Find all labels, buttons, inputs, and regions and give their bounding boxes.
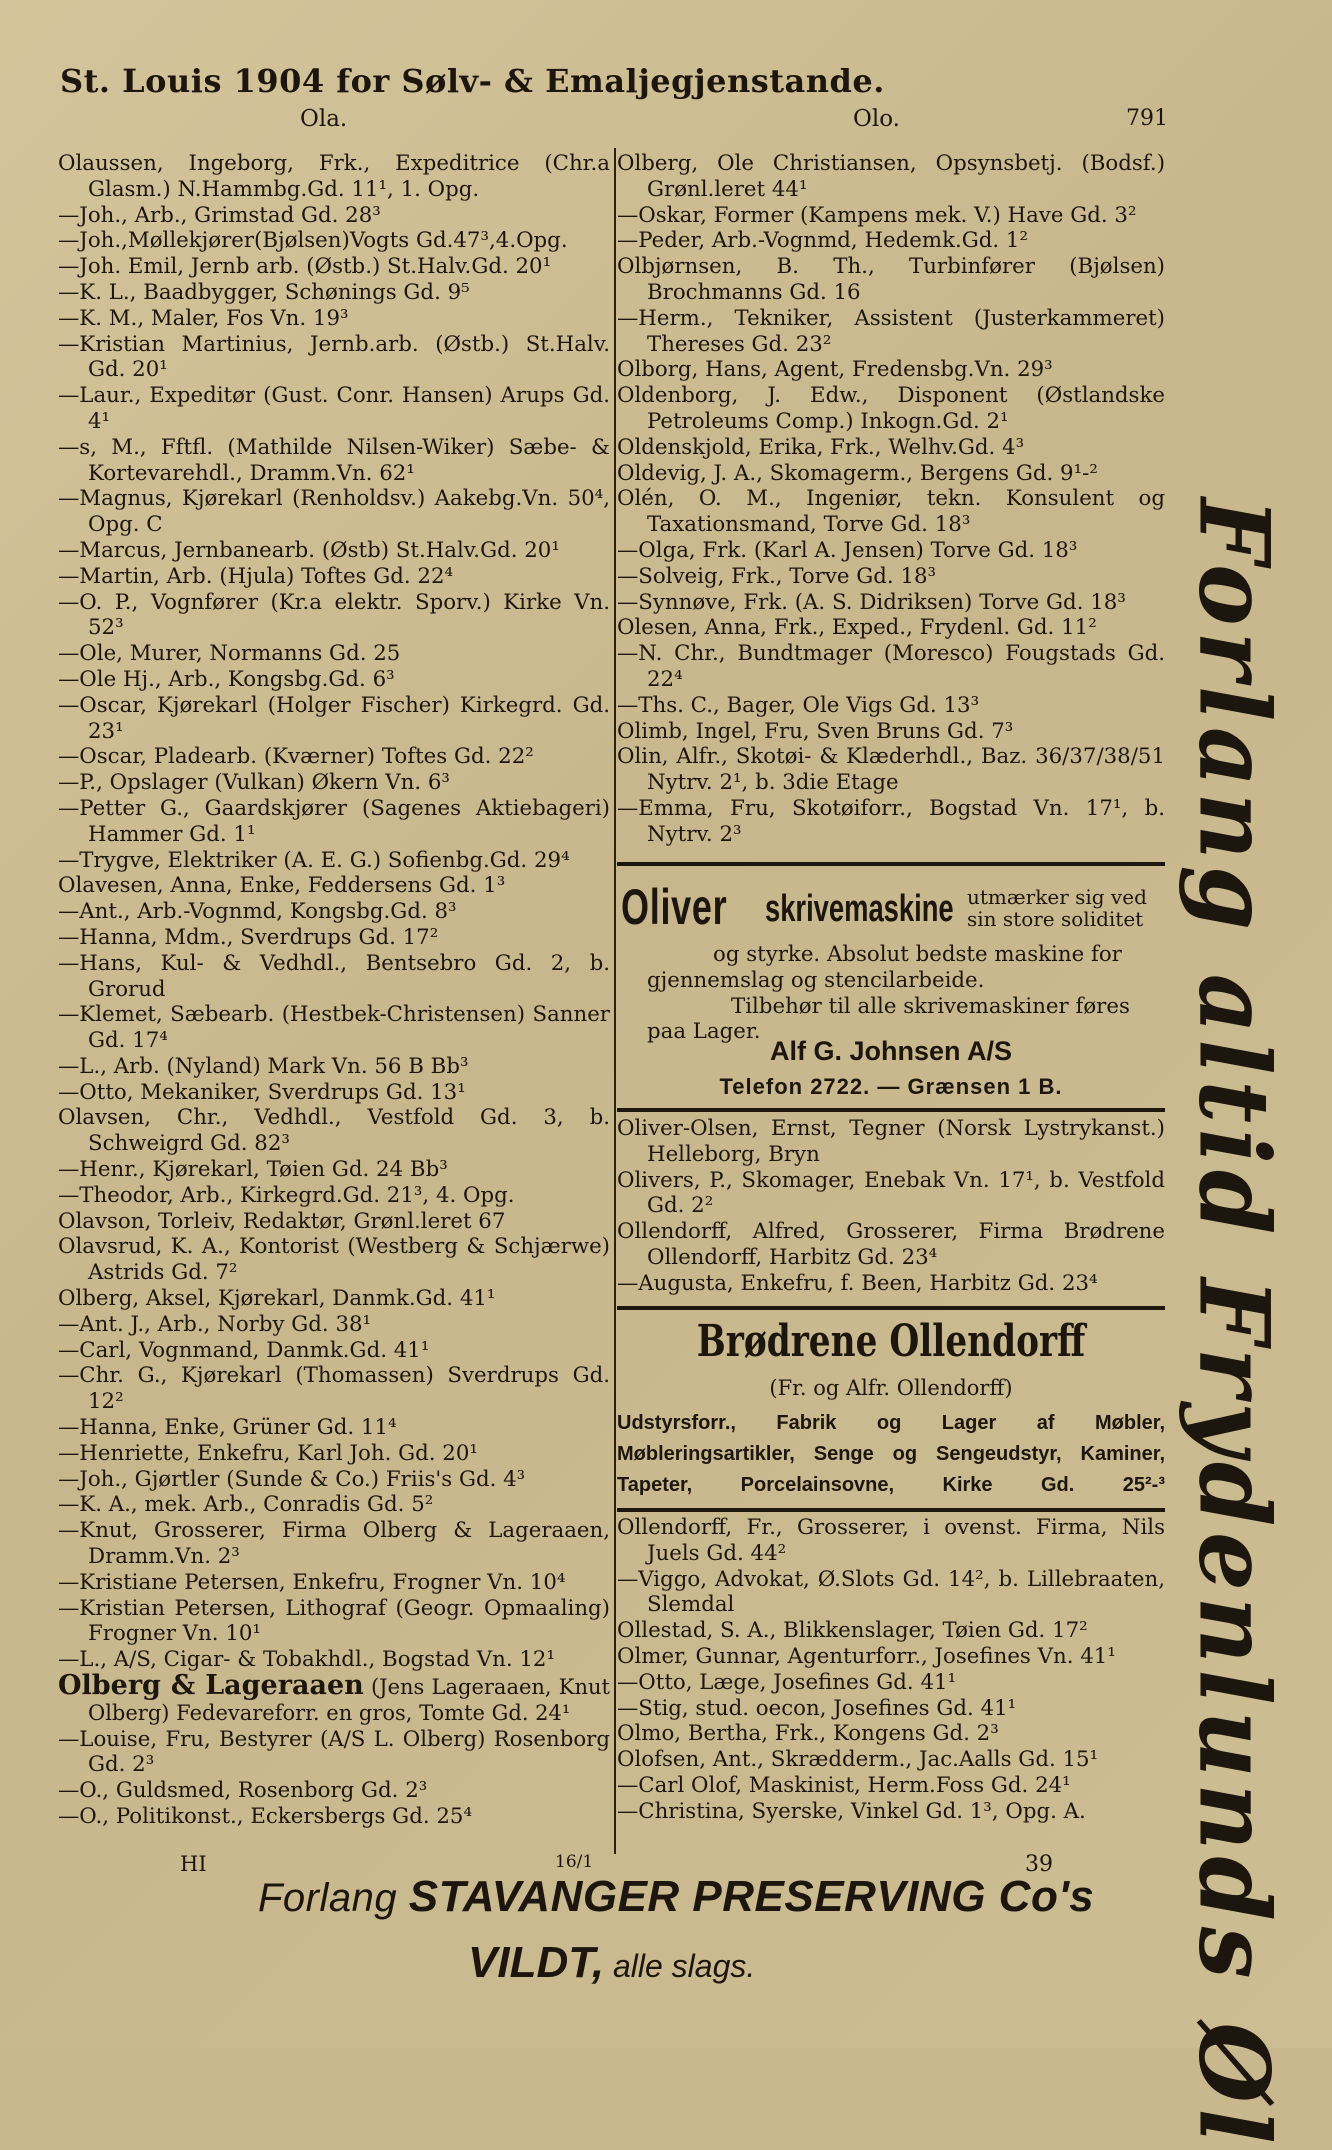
oliver-phone: Telefon 2722. — Grænsen 1 B. (719, 1074, 1063, 1099)
directory-entry: —Carl, Vognmand, Danmk.Gd. 41¹ (58, 1337, 430, 1363)
ollendorff-title: Brødrene Ollendorff (696, 1316, 1086, 1367)
signature-mark: HI (180, 1852, 207, 1876)
ollendorff-subtitle: (Fr. og Alfr. Ollendorff) (769, 1376, 1013, 1400)
firm-name: Olberg & Lageraaen (58, 1670, 364, 1702)
sheet-number: 39 (1025, 1852, 1053, 1877)
directory-entry: —Hanna, Enke, Grüner Gd. 11⁴ (58, 1415, 397, 1441)
oliver-firm: Alf G. Johnsen A/S (769, 1036, 1013, 1066)
oliver-product: skrivemaskine (765, 888, 954, 930)
directory-entry: —Chr. G., Kjørekarl (Thomassen) Sverdrups Gd. 12² (58, 1363, 610, 1415)
directory-entry: Olimb, Ingel, Fru, Sven Bruns Gd. 7³ (617, 718, 1014, 744)
ad-top-rule (617, 862, 1165, 866)
directory-entry: Olmer, Gunnar, Agenturforr., Josefines Vn. 41¹ (617, 1643, 1116, 1669)
directory-entry: Olén, O. M., Ingeniør, tekn. Konsulent og Taxationsmand, Torve Gd. 18³ (617, 486, 1165, 538)
directory-entry: —Olga, Frk. (Karl A. Jensen) Torve Gd. 18³ (617, 537, 1078, 563)
oliver-tagline (967, 886, 1147, 930)
directory-entry: —Magnus, Kjørekarl (Renholdsv.) Aakebg.Vn. 50⁴, Opg. C (58, 486, 610, 538)
directory-entry: Olavson, Torleiv, Redaktør, Grønl.leret 67 (58, 1208, 506, 1234)
directory-entry: —L., A/S, Cigar- & Tobakhdl., Bogstad Vn. 12¹ (58, 1647, 556, 1673)
oliver-line-2: gjennemslag og stencilarbeide. (647, 967, 985, 993)
directory-entry: —Ant. J., Arb., Norby Gd. 38¹ (58, 1311, 372, 1337)
directory-entry: Ollendorff, Fr., Grosserer, i ovenst. Firma, Nils Juels Gd. 44² (617, 1515, 1165, 1566)
directory-entry: —Theodor, Arb., Kirkegrd.Gd. 21³, 4. Opg. (58, 1182, 515, 1208)
directory-entry: —Hanna, Mdm., Sverdrups Gd. 17² (58, 924, 439, 950)
directory-entry: —Petter G., Gaardskjører (Sagenes Aktiebageri) Hammer Gd. 1¹ (58, 795, 610, 847)
footer-alle-slags: alle slags. (604, 1948, 756, 1984)
directory-entry: —Emma, Fru, Skotøiforr., Bogstad Vn. 17¹, b. Nytrv. 2³ (617, 795, 1165, 847)
directory-entry: —Oscar, Kjørekarl (Holger Fischer) Kirkegrd. Gd. 23¹ (58, 692, 610, 744)
directory-entry: —K. M., Maler, Fos Vn. 19³ (58, 305, 349, 331)
directory-entry: Olivers, P., Skomager, Enebak Vn. 17¹, b. Vestfold Gd. 2² (617, 1167, 1165, 1219)
directory-entry: —K. L., Baadbygger, Schønings Gd. 9⁵ (58, 279, 470, 305)
ad2-bottom-rule (617, 1508, 1165, 1512)
directory-entry: —Solveig, Frk., Torve Gd. 18³ (617, 563, 937, 589)
directory-entry: —Viggo, Advokat, Ø.Slots Gd. 14², b. Lillebraaten, Slemdal (617, 1566, 1165, 1618)
footer-ad-line-1 (258, 1872, 1095, 1922)
directory-entry: —Otto, Læge, Josefines Gd. 41¹ (617, 1669, 957, 1695)
directory-entry: Oliver-Olsen, Ernst, Tegner (Norsk Lystrykanst.) Helleborg, Bryn (617, 1116, 1165, 1167)
directory-entry: —Ant., Arb.-Vognmd, Kongsbg.Gd. 8³ (58, 899, 457, 925)
left-column-heading: Ola. (300, 106, 348, 132)
directory-entry: —Synnøve, Frk. (A. S. Didriksen) Torve Gd. 18³ (617, 589, 1126, 615)
directory-entry: —Louise, Fru, Bestyrer (A/S L. Olberg) Rosenborg Gd. 2³ (58, 1726, 610, 1778)
ad2-top-rule (617, 1306, 1165, 1310)
directory-entry: —Oskar, Former (Kampens mek. V.) Have Gd. 3² (617, 202, 1137, 228)
ollendorff-ad (617, 1312, 1165, 1502)
directory-entry: —Joh.,Møllekjører(Bjølsen)Vogts Gd.47³,4.Opg. (58, 228, 568, 254)
directory-entry: —Otto, Mekaniker, Sverdrups Gd. 13¹ (58, 1079, 466, 1105)
directory-entry: Olin, Alfr., Skotøi- & Klæderhdl., Baz. 36/37/38/51 Nytrv. 2¹, b. 3die Etage (617, 744, 1165, 796)
directory-entry: Olesen, Anna, Frk., Exped., Frydenl. Gd. 11² (617, 615, 1097, 641)
directory-entry: Olofsen, Ant., Skrædderm., Jac.Aalls Gd. 15¹ (617, 1747, 1099, 1773)
directory-entry: —Trygve, Elektriker (A. E. G.) Sofienbg.Gd. 29⁴ (58, 847, 570, 873)
oliver-line-1: og styrke. Absolut bedste maskine for (713, 942, 1122, 967)
oliver-line-3: Tilbehør til alle skrivemaskiner føres (731, 993, 1130, 1019)
oliver-brand: Oliver (621, 879, 728, 935)
directory-entry: —Kristiane Petersen, Enkefru, Frogner Vn. 10⁴ (58, 1569, 566, 1595)
directory-entry: —K. A., mek. Arb., Conradis Gd. 5² (58, 1492, 434, 1518)
directory-entry: —Kristian Martinius, Jernb.arb. (Østb.) St.Halv. Gd. 20¹ (58, 331, 610, 383)
directory-entry: —Oscar, Pladearb. (Kværner) Toftes Gd. 22² (58, 744, 534, 770)
directory-entry: —Augusta, Enkefru, f. Been, Harbitz Gd. 23⁴ (617, 1270, 1098, 1296)
directory-entry: —Ole, Murer, Normanns Gd. 25 (58, 641, 401, 667)
directory-entry: Ollestad, S. A., Blikkenslager, Tøien Gd. 17² (617, 1618, 1088, 1644)
ollendorff-text: Udstyrsforr., Fabrik og Lager af Møbler, Møbleringsartikler, Senge og Sengeudstyr, Kaminer, Tapeter, Porcelainsovne, Kirke Gd. 25²-³ (617, 1412, 1165, 1496)
directory-entry: —Hans, Kul- & Vedhdl., Bentsebro Gd. 2, b. Grorud (58, 950, 610, 1002)
oliver-tagline-2: sin store soliditet (967, 907, 1144, 931)
footer-forlang: Forlang (258, 1876, 409, 1920)
directory-entry: —N. Chr., Bundtmager (Moresco) Fougstads Gd. 22⁴ (617, 641, 1165, 692)
directory-entry: —Martin, Arb. (Hjula) Toftes Gd. 22⁴ (58, 563, 454, 589)
directory-entry: —Peder, Arb.-Vognmd, Hedemk.Gd. 1² (617, 228, 1029, 254)
directory-entry: —Henr., Kjørekarl, Tøien Gd. 24 Bb³ (58, 1157, 448, 1183)
footer-ad-line-2 (468, 1938, 988, 1988)
directory-entry: —Laur., Expeditør (Gust. Conr. Hansen) Arups Gd. 4¹ (58, 383, 610, 434)
directory-entry: —Ths. C., Bager, Ole Vigs Gd. 13³ (617, 692, 980, 718)
left-column (58, 151, 610, 1830)
directory-entry: —Christina, Syerske, Vinkel Gd. 1³, Opg. A. (617, 1798, 1086, 1824)
directory-entry: Olavesen, Anna, Enke, Feddersens Gd. 1³ (58, 873, 506, 899)
directory-entry: —Klemet, Sæbearb. (Hestbek-Christensen) Sanner Gd. 17⁴ (58, 1002, 610, 1054)
directory-entry: Olaussen, Ingeborg, Frk., Expeditrice (Chr.a Glasm.) N.Hammbg.Gd. 11¹, 1. Opg. (58, 151, 610, 202)
directory-entry: Ollendorff, Alfred, Grosserer, Firma Brødrene Ollendorff, Harbitz Gd. 23⁴ (617, 1219, 1165, 1270)
directory-entry: Olborg, Hans, Agent, Fredensbg.Vn. 29³ (617, 357, 1053, 383)
directory-entry: —O., Politikonst., Eckersbergs Gd. 25⁴ (58, 1804, 472, 1829)
date-mark: 16/1 (555, 1852, 594, 1872)
footer-vildt: VILDT, (468, 1938, 605, 1987)
right-column-heading: Olo. (853, 106, 900, 132)
directory-entry: Olmo, Bertha, Frk., Kongens Gd. 2³ (617, 1721, 999, 1747)
directory-entry: Oldevig, J. A., Skomagerm., Bergens Gd. 9¹-² (617, 460, 1098, 486)
directory-entry: —Knut, Grosserer, Firma Olberg & Lageraaen, Dramm.Vn. 2³ (58, 1518, 610, 1570)
side-advertisement (1177, 498, 1316, 2150)
side-ad-text: Forlang altid Frydenlunds Øl (1177, 498, 1291, 2150)
firm-entry-olberg-lageraaen (58, 1670, 610, 1727)
directory-entry: —O. P., Vognfører (Kr.a elektr. Sporv.) Kirke Vn. 52³ (58, 589, 610, 641)
directory-entry: —Carl Olof, Maskinist, Herm.Foss Gd. 24¹ (617, 1772, 1071, 1798)
directory-entry: Olbjørnsen, B. Th., Turbinfører (Bjølsen) Brochmanns Gd. 16 (617, 254, 1165, 305)
oliver-tagline-1: utmærker sig ved (967, 885, 1147, 909)
directory-entry: —Kristian Petersen, Lithograf (Geogr. Opmaaling) Frogner Vn. 10¹ (58, 1595, 610, 1647)
directory-entry: Olavsrud, K. A., Kontorist (Westberg & Schjærwe) Astrids Gd. 7² (58, 1234, 610, 1286)
directory-entry: —Henriette, Enkefru, Karl Joh. Gd. 20¹ (58, 1440, 478, 1466)
directory-entry: Olberg, Aksel, Kjørekarl, Danmk.Gd. 41¹ (58, 1286, 496, 1312)
ad-bottom-rule (617, 1108, 1165, 1112)
right-column-bottom (617, 1515, 1165, 1825)
firm-details: (Jens Lageraaen, Knut Olberg) Fedevareforr. en gros, Tomte Gd. 24¹ (88, 1675, 610, 1725)
directory-entry: —P., Opslager (Vulkan) Økern Vn. 6³ (58, 770, 450, 796)
oliver-body (647, 942, 1157, 1045)
directory-entry: Olberg, Ole Christiansen, Opsynsbetj. (Bodsf.) Grønl.leret 44¹ (617, 151, 1165, 202)
directory-entry: —Stig, stud. oecon, Josefines Gd. 41¹ (617, 1695, 1017, 1721)
directory-entry: Olavsen, Chr., Vedhdl., Vestfold Gd. 3, b. Schweigrd Gd. 82³ (58, 1105, 610, 1157)
right-column-mid (617, 1116, 1165, 1297)
right-column-top (617, 151, 1165, 848)
oliver-typewriter-ad (617, 870, 1165, 1106)
directory-entry: —Joh., Arb., Grimstad Gd. 28³ (58, 202, 381, 228)
directory-entry: —Joh. Emil, Jernb arb. (Østb.) St.Halv.Gd. 20¹ (58, 254, 552, 280)
directory-entry: —s, M., Fftfl. (Mathilde Nilsen-Wiker) Sæbe- & Kortevarehdl., Dramm.Vn. 62¹ (58, 434, 610, 486)
column-divider (614, 148, 616, 1854)
directory-entry: —Joh., Gjørtler (Sunde & Co.) Friis's Gd. 4³ (58, 1466, 526, 1492)
directory-entry: —Marcus, Jernbanearb. (Østb) St.Halv.Gd. 20¹ (58, 537, 560, 563)
page-banner: St. Louis 1904 for Sølv- & Emaljegjenstande. (60, 62, 885, 100)
directory-entry: —O., Guldsmed, Rosenborg Gd. 2³ (58, 1778, 428, 1804)
directory-entry: —Ole Hj., Arb., Kongsbg.Gd. 6³ (58, 666, 395, 692)
directory-entry: —Herm., Tekniker, Assistent (Justerkammeret) Thereses Gd. 23² (617, 305, 1165, 357)
directory-entry: —L., Arb. (Nyland) Mark Vn. 56 B Bb³ (58, 1053, 469, 1079)
footer-company: STAVANGER PRESERVING Co's (408, 1872, 1095, 1921)
directory-entry: Oldenskjold, Erika, Frk., Welhv.Gd. 4³ (617, 434, 1025, 460)
page-number: 791 (1126, 106, 1168, 131)
oliver-line-4: paa Lager. (647, 1019, 761, 1045)
directory-entry: Oldenborg, J. Edw., Disponent (Østlandske Petroleums Comp.) Inkogn.Gd. 2¹ (617, 383, 1165, 434)
